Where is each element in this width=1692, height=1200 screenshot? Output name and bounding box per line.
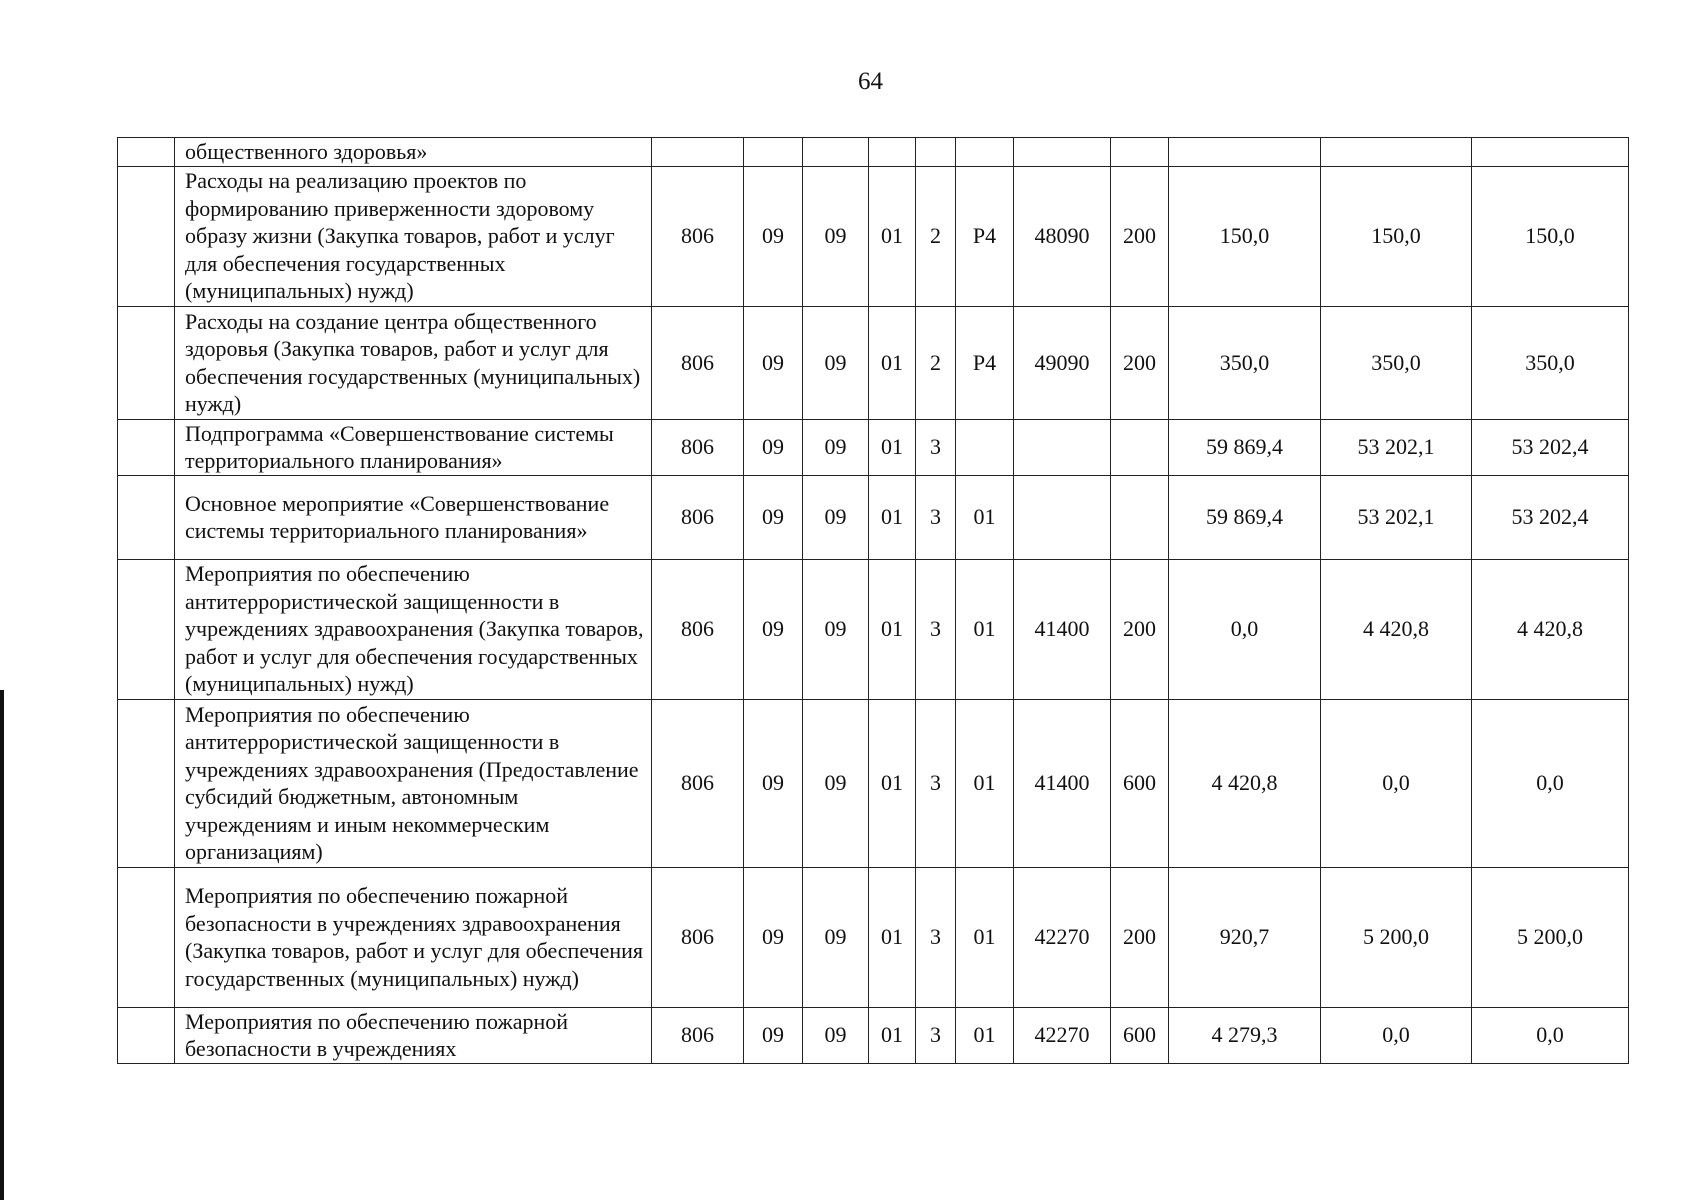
cell-d: 42270 <box>1014 867 1111 1007</box>
cell-rz: 09 <box>744 699 803 867</box>
cell-pr: 09 <box>803 306 869 419</box>
cell-code: 806 <box>652 306 744 419</box>
cell-code: 806 <box>652 559 744 699</box>
cell-c: 01 <box>956 867 1014 1007</box>
cell-code: 806 <box>652 1007 744 1063</box>
table-row <box>118 475 1629 559</box>
cell-d <box>1014 419 1111 475</box>
cell-y3: 150,0 <box>1472 166 1629 306</box>
cell-b: 3 <box>916 475 956 559</box>
cell-d <box>1014 138 1111 167</box>
cell-a: 01 <box>869 419 916 475</box>
cell-pr: 09 <box>803 867 869 1007</box>
table-row <box>118 138 1629 167</box>
scan-edge-mark <box>0 690 4 1200</box>
cell-y1 <box>1169 138 1321 167</box>
cell-a: 01 <box>869 559 916 699</box>
cell-y3: 4 420,8 <box>1472 559 1629 699</box>
cell-pr: 09 <box>803 166 869 306</box>
cell-y1: 59 869,4 <box>1169 419 1321 475</box>
cell-c <box>956 419 1014 475</box>
cell-y3: 5 200,0 <box>1472 867 1629 1007</box>
row-number-cell <box>118 306 175 419</box>
cell-vr: 600 <box>1111 1007 1169 1063</box>
table-body <box>118 138 1629 1064</box>
cell-y2: 53 202,1 <box>1321 475 1472 559</box>
cell-d: 41400 <box>1014 559 1111 699</box>
cell-y2: 0,0 <box>1321 1007 1472 1063</box>
description-cell: Мероприятия по обеспечению пожарной безопасности в учреждениях <box>175 1007 652 1063</box>
cell-y1: 4 279,3 <box>1169 1007 1321 1063</box>
cell-y2: 53 202,1 <box>1321 419 1472 475</box>
cell-code <box>652 138 744 167</box>
cell-d <box>1014 475 1111 559</box>
cell-a: 01 <box>869 1007 916 1063</box>
row-number-cell <box>118 166 175 306</box>
cell-y2: 150,0 <box>1321 166 1472 306</box>
cell-b: 2 <box>916 306 956 419</box>
cell-pr: 09 <box>803 559 869 699</box>
cell-vr <box>1111 138 1169 167</box>
table-row <box>118 166 1629 306</box>
cell-y2: 0,0 <box>1321 699 1472 867</box>
cell-vr: 200 <box>1111 306 1169 419</box>
cell-b: 3 <box>916 559 956 699</box>
description-cell: Расходы на реализацию проектов по формированию приверженности здоровому образу жизни (Закупка товаров, работ и услуг для обеспечения государственных (муниципальных) нужд) <box>175 166 652 306</box>
description-cell: Мероприятия по обеспечению пожарной безопасности в учреждениях здравоохранения (Закупка товаров, работ и услуг для обеспечения государственных (муниципальных) нужд) <box>175 867 652 1007</box>
cell-rz: 09 <box>744 867 803 1007</box>
cell-vr: 200 <box>1111 559 1169 699</box>
cell-d: 49090 <box>1014 306 1111 419</box>
cell-c: 01 <box>956 559 1014 699</box>
description-cell: Основное мероприятие «Совершенствование системы территориального планирования» <box>175 475 652 559</box>
cell-d: 42270 <box>1014 1007 1111 1063</box>
cell-rz: 09 <box>744 306 803 419</box>
row-number-cell <box>118 1007 175 1063</box>
cell-y1: 4 420,8 <box>1169 699 1321 867</box>
cell-vr: 200 <box>1111 867 1169 1007</box>
cell-a: 01 <box>869 867 916 1007</box>
cell-y2 <box>1321 138 1472 167</box>
cell-pr: 09 <box>803 1007 869 1063</box>
cell-code: 806 <box>652 699 744 867</box>
table-row <box>118 699 1629 867</box>
cell-y1: 0,0 <box>1169 559 1321 699</box>
cell-y2: 350,0 <box>1321 306 1472 419</box>
row-number-cell <box>118 559 175 699</box>
description-cell: Мероприятия по обеспечению антитеррористической защищенности в учреждениях здравоохранения (Предоставление субсидий бюджетным, автономным учреждениям и иным некоммерческим организациям) <box>175 699 652 867</box>
cell-y3: 53 202,4 <box>1472 419 1629 475</box>
cell-c: 01 <box>956 1007 1014 1063</box>
cell-rz <box>744 138 803 167</box>
table-row <box>118 306 1629 419</box>
cell-y1: 350,0 <box>1169 306 1321 419</box>
cell-vr: 600 <box>1111 699 1169 867</box>
cell-y3: 53 202,4 <box>1472 475 1629 559</box>
cell-rz: 09 <box>744 166 803 306</box>
cell-c: Р4 <box>956 166 1014 306</box>
row-number-cell <box>118 138 175 167</box>
cell-b: 3 <box>916 419 956 475</box>
cell-y1: 59 869,4 <box>1169 475 1321 559</box>
table-row <box>118 867 1629 1007</box>
cell-vr: 200 <box>1111 166 1169 306</box>
cell-y2: 5 200,0 <box>1321 867 1472 1007</box>
cell-y2: 4 420,8 <box>1321 559 1472 699</box>
cell-c: 01 <box>956 475 1014 559</box>
description-cell: Расходы на создание центра общественного здоровья (Закупка товаров, работ и услуг для обеспечения государственных (муниципальных) нужд) <box>175 306 652 419</box>
cell-c: 01 <box>956 699 1014 867</box>
cell-rz: 09 <box>744 475 803 559</box>
budget-table <box>117 137 1629 1064</box>
cell-a: 01 <box>869 166 916 306</box>
table-row <box>118 559 1629 699</box>
cell-pr: 09 <box>803 699 869 867</box>
description-cell: общественного здоровья» <box>175 138 652 167</box>
cell-y1: 150,0 <box>1169 166 1321 306</box>
cell-vr <box>1111 419 1169 475</box>
cell-b: 2 <box>916 166 956 306</box>
row-number-cell <box>118 419 175 475</box>
cell-vr <box>1111 475 1169 559</box>
cell-y3: 350,0 <box>1472 306 1629 419</box>
cell-a: 01 <box>869 699 916 867</box>
cell-rz: 09 <box>744 1007 803 1063</box>
cell-a: 01 <box>869 475 916 559</box>
cell-b <box>916 138 956 167</box>
cell-a <box>869 138 916 167</box>
cell-rz: 09 <box>744 419 803 475</box>
cell-d: 41400 <box>1014 699 1111 867</box>
cell-pr <box>803 138 869 167</box>
cell-pr: 09 <box>803 419 869 475</box>
cell-y3: 0,0 <box>1472 699 1629 867</box>
cell-c <box>956 138 1014 167</box>
table-row <box>118 1007 1629 1063</box>
cell-b: 3 <box>916 699 956 867</box>
cell-c: Р4 <box>956 306 1014 419</box>
cell-y1: 920,7 <box>1169 867 1321 1007</box>
cell-code: 806 <box>652 419 744 475</box>
cell-b: 3 <box>916 1007 956 1063</box>
cell-code: 806 <box>652 867 744 1007</box>
cell-b: 3 <box>916 867 956 1007</box>
description-cell: Мероприятия по обеспечению антитеррористической защищенности в учреждениях здравоохранения (Закупка товаров, работ и услуг для обеспечения государственных (муниципальных) нужд) <box>175 559 652 699</box>
row-number-cell <box>118 475 175 559</box>
page-number: 64 <box>858 68 883 95</box>
cell-a: 01 <box>869 306 916 419</box>
cell-pr: 09 <box>803 475 869 559</box>
row-number-cell <box>118 699 175 867</box>
row-number-cell <box>118 867 175 1007</box>
cell-rz: 09 <box>744 559 803 699</box>
cell-code: 806 <box>652 166 744 306</box>
cell-code: 806 <box>652 475 744 559</box>
table-row <box>118 419 1629 475</box>
cell-y3 <box>1472 138 1629 167</box>
cell-d: 48090 <box>1014 166 1111 306</box>
description-cell: Подпрограмма «Совершенствование системы территориального планирования» <box>175 419 652 475</box>
cell-y3: 0,0 <box>1472 1007 1629 1063</box>
